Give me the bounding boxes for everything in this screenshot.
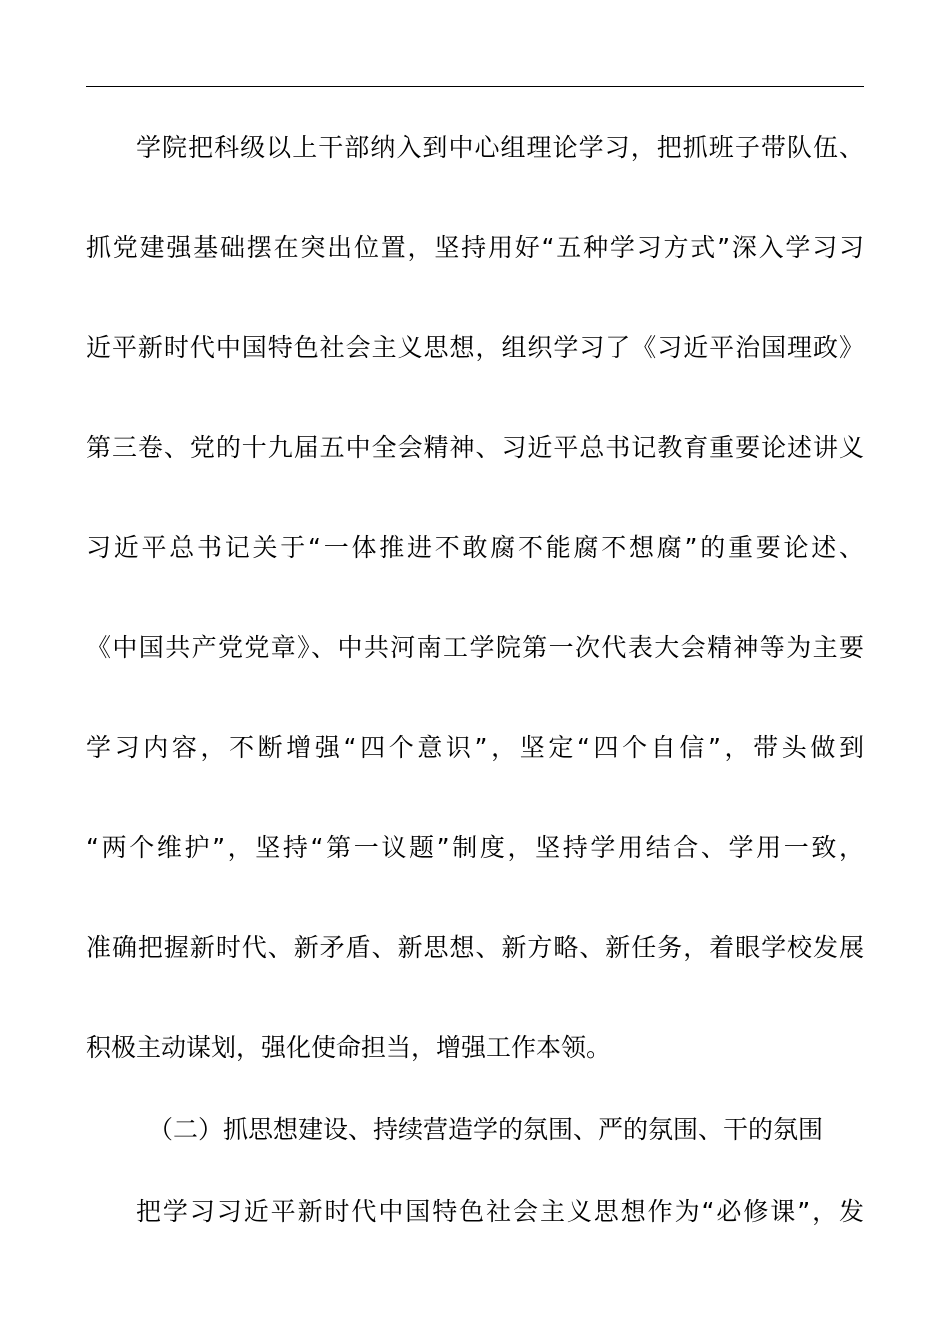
paragraph-line: 《中国共产党党章》、中共河南工学院第一次代表大会精神等为主要 xyxy=(86,633,864,662)
paragraph-line: 准确把握新时代、新矛盾、新思想、新方略、新任务，着眼学校发展 xyxy=(86,933,864,962)
paragraph-line: 学院把科级以上干部纳入到中心组理论学习，把抓班子带队伍、 xyxy=(136,133,864,162)
section-heading: （二）抓思想建设、持续营造学的氛围、严的氛围、干的氛围 xyxy=(148,1115,824,1144)
paragraph-line: 第三卷、党的十九届五中全会精神、习近平总书记教育重要论述讲义 xyxy=(86,433,864,462)
paragraph-line: 近平新时代中国特色社会主义思想，组织学习了《习近平治国理政》 xyxy=(86,333,864,362)
paragraph-line: 抓党建强基础摆在突出位置，坚持用好“五种学习方式”深入学习习 xyxy=(86,233,864,262)
paragraph-line: “两个维护”，坚持“第一议题”制度，坚持学用结合、学用一致， xyxy=(86,833,864,862)
paragraph-line: 学习内容，不断增强“四个意识”，坚定“四个自信”，带头做到 xyxy=(86,733,864,762)
paragraph-line: 积极主动谋划，强化使命担当，增强工作本领。 xyxy=(86,1033,612,1062)
header-rule xyxy=(86,86,864,87)
paragraph-line: 习近平总书记关于“一体推进不敢腐不能腐不想腐”的重要论述、 xyxy=(86,533,864,562)
paragraph-line: 把学习习近平新时代中国特色社会主义思想作为“必修课”，发 xyxy=(136,1197,864,1226)
